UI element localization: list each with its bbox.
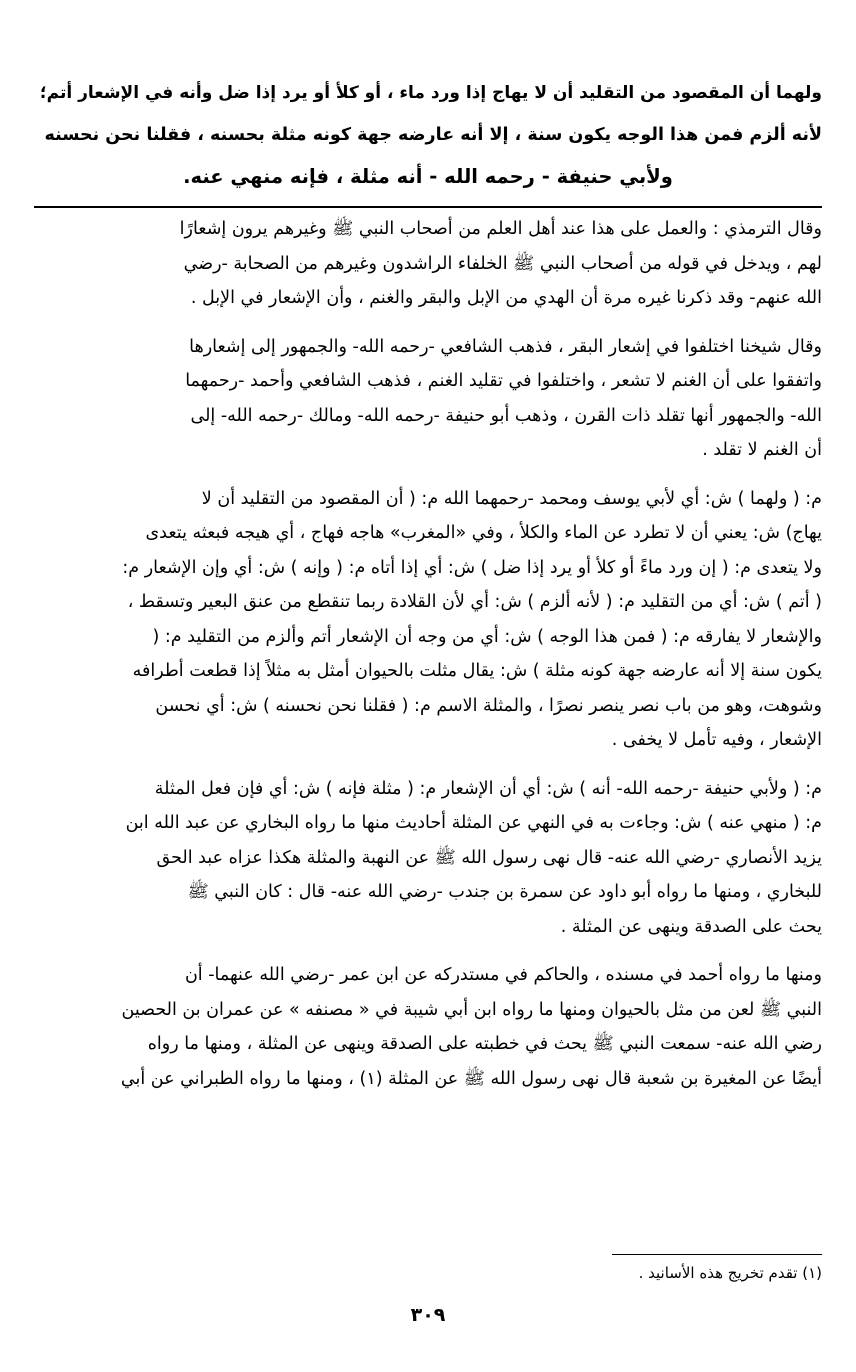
commentary-line: واتفقوا على أن الغنم لا تشعر ، واختلفوا في تقليد الغنم ، فذهب الشافعي وأحمد -رحمهما	[185, 371, 822, 391]
commentary-line: م: ( منهي عنه ) ش: وجاءت به في النهي عن المثلة أحاديث منها ما رواه البخاري عن عبد الله ابن	[125, 813, 822, 833]
commentary-line: لهم ، ويدخل في قوله من أصحاب النبي ﷺ الخلفاء الراشدون وغيرهم من الصحابة -رضي	[183, 253, 822, 274]
commentary-line: وقال الترمذي : والعمل على هذا عند أهل العلم من أصحاب النبي ﷺ وغيرهم يرون إشعارًا	[179, 219, 822, 239]
commentary-line: يكون سنة إلا أنه عارضه جهة كونه مثلة ) ش: يقال مثلت بالحيوان أمثل به مثلاً إذا قطعت أطرافه	[132, 661, 822, 681]
page-number: ٣٠٩	[410, 1304, 446, 1326]
commentary-line: يحث على الصدقة وينهى عن المثلة .	[560, 916, 822, 937]
footnote: (١) تقدم تخريج هذه الأسانيد .	[638, 1264, 822, 1282]
commentary-line: الله- والجمهور أنها تقلد ذات القرن ، وذهب أبو حنيفة -رحمه الله- ومالك -رحمه الله- إلى	[190, 405, 822, 426]
matn-line: ولهما أن المقصود من التقليد أن لا يهاج إذا ورد ماء ، أو كلأ أو يرد إذا ضل وأنه في الإشعار أتم؛	[39, 83, 822, 103]
commentary-line: النبي ﷺ لعن من مثل بالحيوان ومنها ما رواه ابن أبي شيبة في « مصنفه » عن عمران بن الحصين	[121, 999, 822, 1020]
commentary-line: م: ( ولأبي حنيفة -رحمه الله- أنه ) ش: أي أن الإشعار م: ( مثلة فإنه ) ش: أي فإن فعل المثلة	[154, 778, 822, 799]
commentary-block	[34, 212, 822, 1110]
commentary-line: الإشعار ، وفيه تأمل لا يخفى .	[611, 730, 822, 750]
commentary-line: أيضًا عن المغيرة بن شعبة قال نهى رسول الله ﷺ عن المثلة (١) ، ومنها ما رواه الطبراني عن أبي	[120, 1068, 822, 1089]
matn-text-block	[34, 72, 822, 198]
commentary-paragraph	[34, 330, 822, 468]
commentary-line: وقال شيخنا اختلفوا في إشعار البقر ، فذهب الشافعي -رحمه الله- والجمهور إلى إشعارها	[189, 336, 822, 357]
commentary-line: وشوهت، وهو من باب نصر ينصر نصرًا ، والمثلة الاسم م: ( فقلنا نحن نحسنه ) ش: أي نحسن	[155, 695, 822, 716]
commentary-line: ومنها ما رواه أحمد في مسنده ، والحاكم في مستدركه عن ابن عمر -رضي الله عنهما- أن	[184, 965, 822, 985]
commentary-line: يزيد الأنصاري -رضي الله عنه- قال نهى رسول الله ﷺ عن النهبة والمثلة هكذا عزاه عبد الحق	[156, 847, 822, 868]
commentary-paragraph	[34, 772, 822, 945]
commentary-line: رضي الله عنه- سمعت النبي ﷺ يحث في خطبته على الصدقة وينهى عن المثلة ، ومنها ما رواه	[147, 1034, 822, 1054]
matn-line: ولأبي حنيفة - رحمه الله - أنه مثلة ، فإنه منهي عنه.	[183, 165, 673, 188]
commentary-line: والإشعار لا يفارقه م: ( فمن هذا الوجه ) ش: أي من وجه أن الإشعار أتم وألزم من التقليد م: (	[152, 626, 822, 647]
commentary-line: الله عنهم- وقد ذكرنا غيره مرة أن الهدي من الإبل والبقر والغنم ، وأن الإشعار في الإبل .	[190, 288, 822, 308]
commentary-line: أن الغنم لا تقلد .	[702, 440, 822, 460]
matn-line: لأنه ألزم فمن هذا الوجه يكون سنة ، إلا أنه عارضه جهة كونه مثلة بحسنه ، فقلنا نحن نحسنه	[44, 125, 822, 145]
commentary-line: م: ( ولهما ) ش: أي لأبي يوسف ومحمد -رحمهما الله م: ( أن المقصود من التقليد أن لا	[201, 488, 822, 509]
commentary-line: يهاج) ش: يعني أن لا تطرد عن الماء والكلأ ، وفي «المغرب» هاجه فهاج ، أي هيجه فبعثه يتعدى	[145, 523, 822, 543]
matn-divider-line	[34, 206, 822, 208]
footnote-divider	[612, 1254, 822, 1255]
commentary-paragraph	[34, 482, 822, 758]
commentary-line: للبخاري ، ومنها ما رواه أبو داود عن سمرة بن جندب -رضي الله عنه- قال : كان النبي ﷺ	[187, 882, 822, 902]
commentary-paragraph	[34, 212, 822, 316]
commentary-line: ( أتم ) ش: أي من التقليد م: ( لأنه ألزم ) ش: أي لأن القلادة ربما تنقطع من عنق البعير وتسقط ،	[127, 592, 822, 612]
commentary-paragraph	[34, 958, 822, 1096]
commentary-line: ولا يتعدى م: ( إن ورد ماءً أو كلأ أو يرد إذا ضل ) ش: أي إذا أتاه م: ( وإنه ) ش: أي وإن الإشعار م:	[122, 557, 822, 578]
